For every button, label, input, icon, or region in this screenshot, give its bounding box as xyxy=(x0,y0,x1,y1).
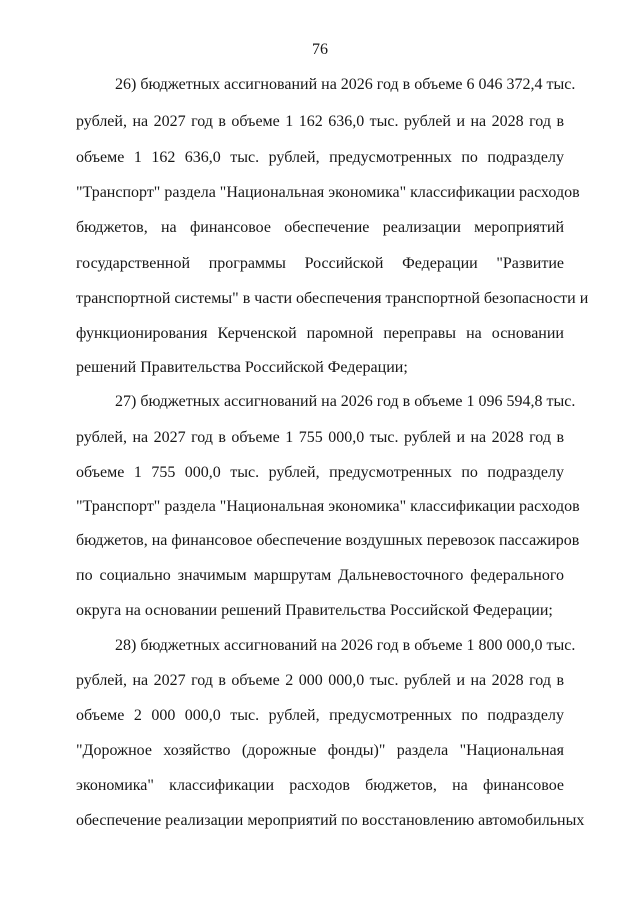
text-line: обеспечение реализации мероприятий по восстановлению автомобильных xyxy=(76,812,585,829)
text-line: экономика" классификации расходов бюджетов, на финансовое xyxy=(76,777,564,794)
text-line: "Транспорт" раздела "Национальная экономика" классификации расходов xyxy=(76,498,580,515)
text-line: 26) бюджетных ассигнований на 2026 год в объеме 6 046 372,4 тыс. xyxy=(115,76,576,93)
text-line: по социально значимым маршрутам Дальневосточного федерального xyxy=(76,567,564,584)
text-line: округа на основании решений Правительства Российской Федерации; xyxy=(76,602,553,619)
text-line: "Транспорт" раздела "Национальная экономика" классификации расходов xyxy=(76,184,580,201)
text-line: рублей, на 2027 год в объеме 1 162 636,0 тыс. рублей и на 2028 год в xyxy=(76,113,564,130)
text-line: 28) бюджетных ассигнований на 2026 год в объеме 1 800 000,0 тыс. xyxy=(115,637,576,654)
text-line: объеме 1 162 636,0 тыс. рублей, предусмотренных по подразделу xyxy=(76,149,564,166)
text-line: бюджетов, на финансовое обеспечение воздушных перевозок пассажиров xyxy=(76,532,580,549)
text-line: бюджетов, на финансовое обеспечение реализации мероприятий xyxy=(76,219,564,236)
text-line: объеме 2 000 000,0 тыс. рублей, предусмотренных по подразделу xyxy=(76,707,564,724)
text-line: рублей, на 2027 год в объеме 2 000 000,0 тыс. рублей и на 2028 год в xyxy=(76,672,564,689)
text-line: 27) бюджетных ассигнований на 2026 год в объеме 1 096 594,8 тыс. xyxy=(115,393,576,410)
text-line: решений Правительства Российской Федерации; xyxy=(76,359,408,376)
text-line: транспортной системы" в части обеспечения транспортной безопасности и xyxy=(76,290,589,307)
text-line: "Дорожное хозяйство (дорожные фонды)" раздела "Национальная xyxy=(76,742,564,759)
text-line: государственной программы Российской Федерации "Развитие xyxy=(76,255,564,272)
page-number: 76 xyxy=(312,41,328,58)
text-line: объеме 1 755 000,0 тыс. рублей, предусмотренных по подразделу xyxy=(76,464,564,481)
text-line: функционирования Керченской паромной переправы на основании xyxy=(76,325,564,342)
text-line: рублей, на 2027 год в объеме 1 755 000,0 тыс. рублей и на 2028 год в xyxy=(76,429,564,446)
